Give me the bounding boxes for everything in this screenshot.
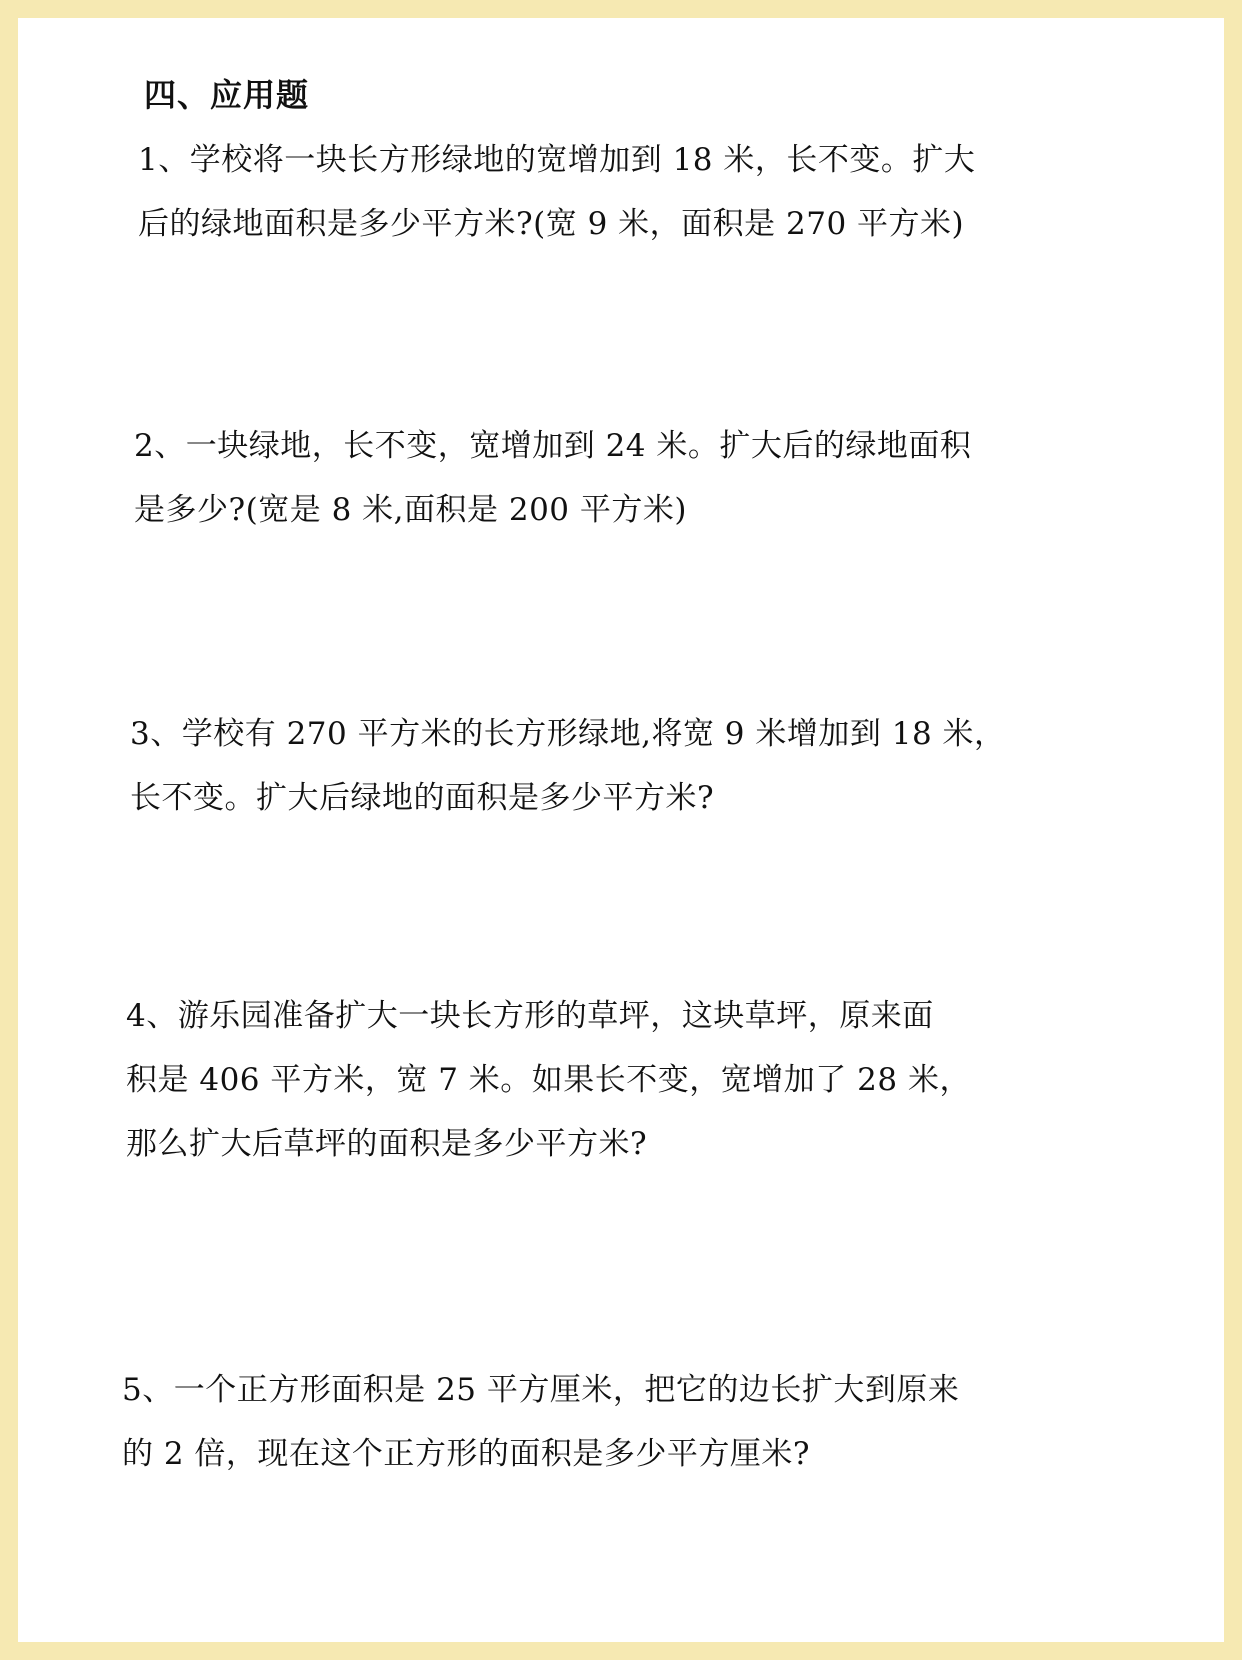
question-3-line-2: 长不变。扩大后绿地的面积是多少平方米? (130, 780, 715, 816)
question-4-line-1: 4、游乐园准备扩大一块长方形的草坪，这块草坪，原来面 (126, 998, 934, 1034)
section-title: 四、应用题 (144, 76, 310, 114)
worksheet-page (18, 18, 1224, 1642)
question-4 (126, 984, 971, 1176)
question-2-line-1: 2、一块绿地，长不变，宽增加到 24 米。扩大后的绿地面积 (134, 428, 972, 464)
question-1-line-1: 1、学校将一块长方形绿地的宽增加到 18 米，长不变。扩大 (138, 142, 976, 178)
question-1 (138, 128, 975, 256)
question-5 (122, 1358, 959, 1486)
question-4-line-3: 那么扩大后草坪的面积是多少平方米? (126, 1126, 648, 1162)
question-2-line-2: 是多少?(宽是 8 米,面积是 200 平方米) (134, 492, 687, 528)
question-1-line-2: 后的绿地面积是多少平方米?(宽 9 米，面积是 270 平方米) (138, 206, 965, 242)
question-3 (130, 702, 1006, 830)
question-4-line-2: 积是 406 平方米，宽 7 米。如果长不变，宽增加了 28 米， (126, 1062, 971, 1098)
question-3-line-1: 3、学校有 270 平方米的长方形绿地,将宽 9 米增加到 18 米， (130, 716, 1006, 752)
question-5-line-1: 5、一个正方形面积是 25 平方厘米，把它的边长扩大到原来 (122, 1372, 960, 1408)
question-2 (134, 414, 971, 542)
question-5-line-2: 的 2 倍，现在这个正方形的面积是多少平方厘米? (122, 1436, 811, 1472)
